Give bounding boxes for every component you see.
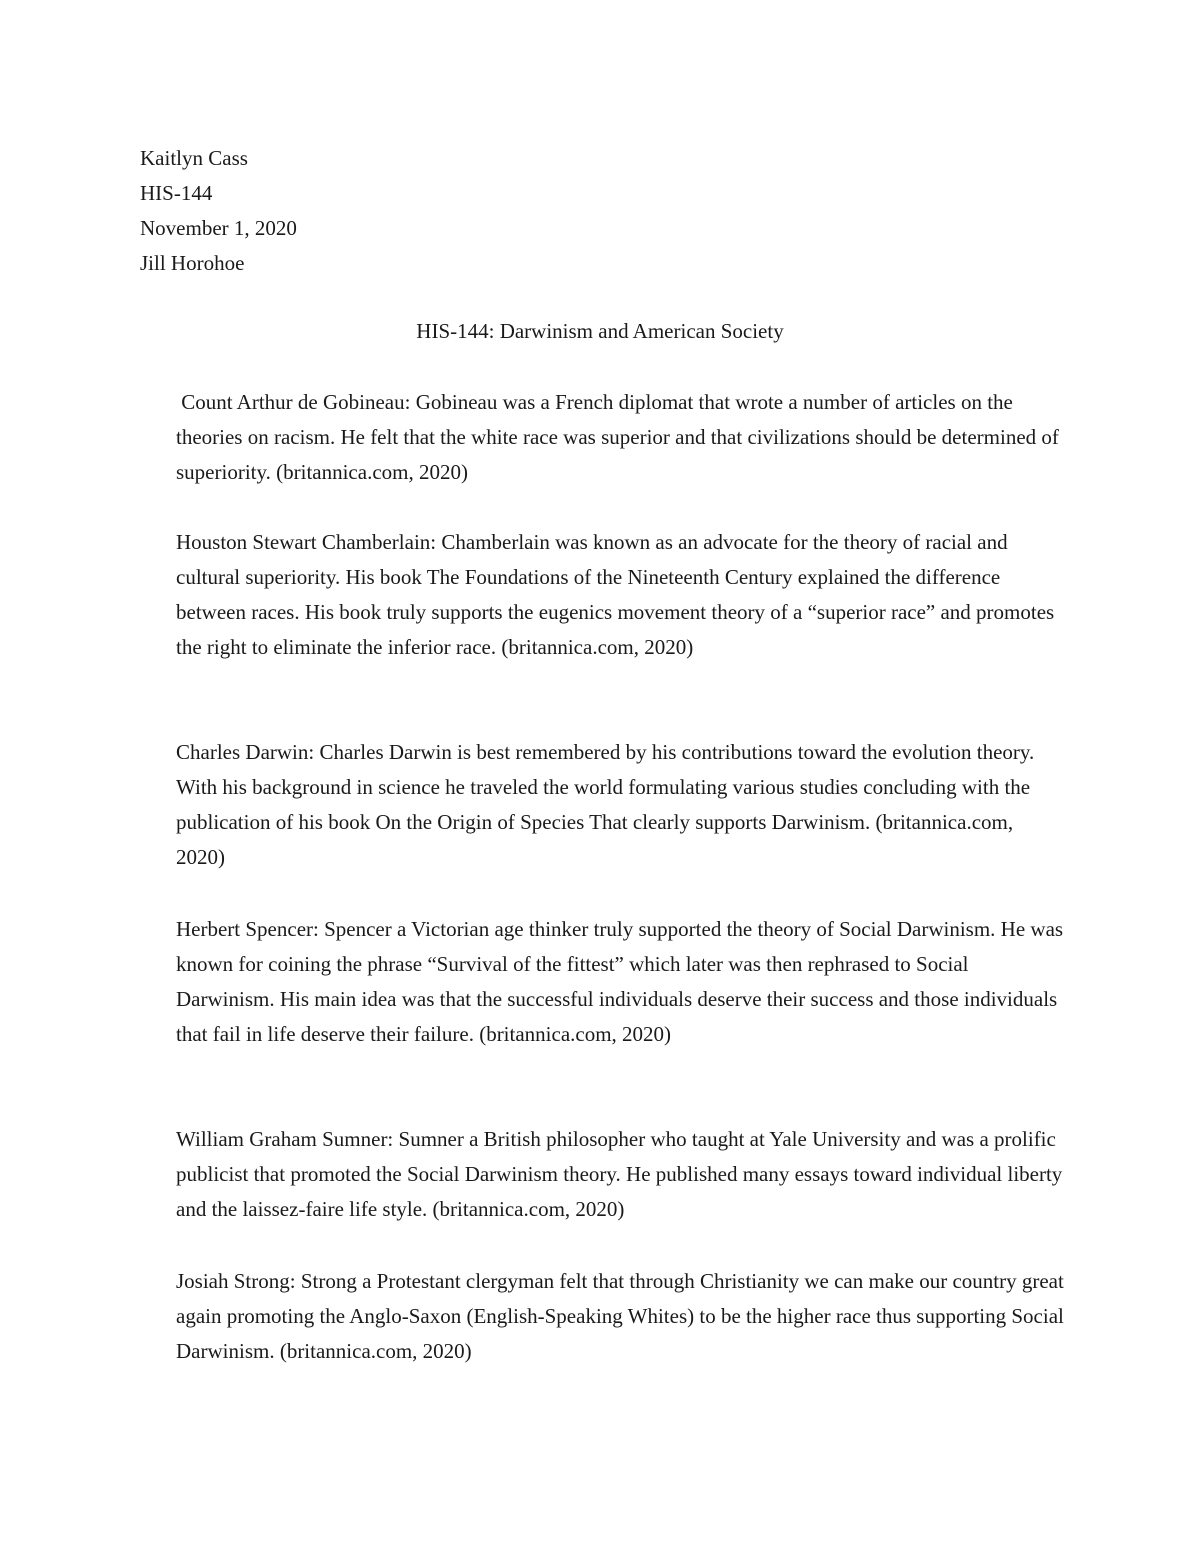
header-block (140, 141, 297, 281)
entry-chamberlain: Houston Stewart Chamberlain: Chamberlain was known as an advocate for the theory of racial and cultural superiority. His book The Foundations of the Nineteenth Century explained the difference between races. His book truly supports the eugenics movement theory of a “superior race” and promotes the right to eliminate the inferior race. (britannica.com, 2020) (176, 530, 1055, 659)
author-name: Kaitlyn Cass (140, 146, 248, 170)
course-code: HIS-144 (140, 181, 213, 205)
entry-strong: Josiah Strong: Strong a Protestant clergyman felt that through Christianity we can make our country great again promoting the Anglo-Saxon (English-Speaking Whites) to be the higher race thus supporting Social Darwinism. (britannica.com, 2020) (176, 1269, 1064, 1363)
instructor-name: Jill Horohoe (140, 251, 245, 275)
document-title: HIS-144: Darwinism and American Society (416, 319, 784, 343)
entry-gobineau: Count Arthur de Gobineau: Gobineau was a French diplomat that wrote a number of articles on the theories on racism. He felt that the white race was superior and that civilizations should be determined of superiority. (britannica.com, 2020) (176, 390, 1065, 484)
entry-sumner: William Graham Sumner: Sumner a British philosopher who taught at Yale University and was a prolific publicist that promoted the Social Darwinism theory. He published many essays toward individual liberty and the laissez-faire life style. (britannica.com, 2020) (176, 1127, 1063, 1221)
entry-darwin: Charles Darwin: Charles Darwin is best remembered by his contributions toward the evolution theory. With his background in science he traveled the world formulating various studies concluding with the publication of his book On the Origin of Species That clearly supports Darwinism. (britannica.com, 2020) (176, 740, 1035, 869)
entry-spencer: Herbert Spencer: Spencer a Victorian age thinker truly supported the theory of Social Darwinism. He was known for coining the phrase “Survival of the fittest” which later was then rephrased to Social Darwinism. His main idea was that the successful individuals deserve their success and those individuals that fail in life deserve their failure. (britannica.com, 2020) (176, 917, 1064, 1046)
document-date: November 1, 2020 (140, 216, 297, 240)
